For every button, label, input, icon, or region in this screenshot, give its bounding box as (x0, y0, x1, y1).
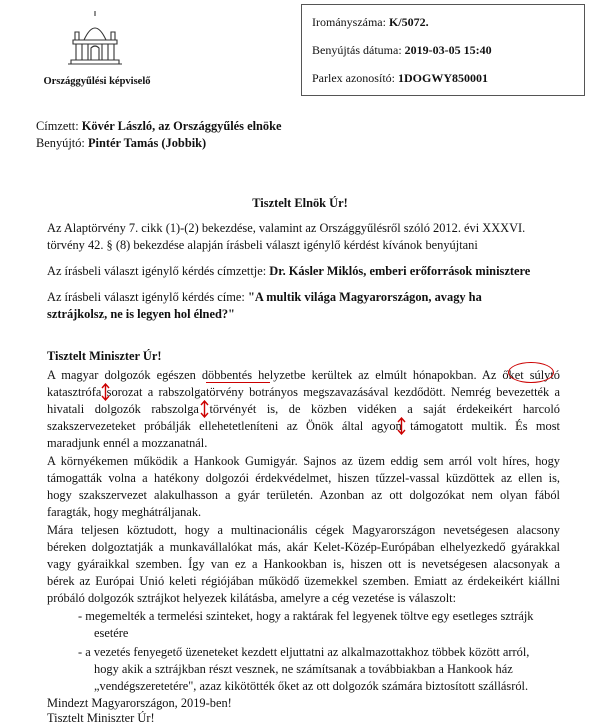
closing-line: Mindezt Magyarországon, 2019-ben! (47, 696, 232, 710)
body-p1-line-4: szakszervezeteket próbálják ellehetetleníteni az Önök által agyon támogatott multik. És most (47, 419, 560, 433)
hungarian-parliament-crest-icon (62, 10, 128, 70)
body-p3-line-2: béreken dolgoztatják a munkavállalókat más, akár Kelet-Közép-Európában elhelyezkedő gyárakkal (47, 540, 560, 554)
submission-date: 2019-03-05 15:40 (404, 43, 492, 57)
body-p2-line-4: faragták, hogy meghátráljanak. (47, 505, 202, 519)
bullet-2-line-3: „vendégszeretetére", azaz kikötötték őket az ott dolgozók számára biztosított szállásról. (94, 679, 529, 693)
recipient-name: Kövér László, az Országgyűlés elnöke (81, 119, 282, 133)
bullet-2-line-1: - a vezetés fenyegető üzeneteket kezdett eljuttatni az alkalmazottakhoz többek között arról, (78, 645, 530, 659)
addressee-name: Dr. Kásler Miklós, emberi erőforrások minisztere (269, 264, 531, 278)
final-salutation: Tisztelt Miniszter Úr! (47, 711, 155, 725)
caret-annotation-icon (200, 400, 209, 418)
salutation-minister: Tisztelt Miniszter Úr! (47, 349, 162, 363)
meta-row-parlex: Parlex azonosító: 1DOGWY850001 (312, 71, 488, 85)
bullet-2-line-2: hogy akik a sztrájkban részt vesznek, ne számítsanak a továbbiakban a Hankook ház (94, 662, 513, 676)
salutation-speaker: Tisztelt Elnök Úr! (252, 196, 348, 210)
intro-line-2: törvény 42. § (8) bekezdése alapján írásbeli választ igénylő kérdést kívánok benyújtani (47, 238, 478, 252)
document-meta-box (301, 4, 585, 96)
body-p3-line-3: vagy gyáraikkal szemben. Így van ez a Hankookban is, hiszen ott is nevetségesen alacsonyak a (47, 557, 560, 571)
caret-annotation-icon (397, 417, 406, 435)
body-p1-line-3: hivatali dolgozók rabszolga törvényét is, de közben vidéken a saját érdekeikért harcoló (47, 402, 560, 416)
caret-annotation-icon (101, 383, 110, 401)
addressee-line: Az írásbeli választ igénylő kérdés címzettje: Dr. Kásler Miklós, emberi erőforrások minisztere (47, 264, 531, 278)
circle-annotation (508, 362, 554, 383)
body-p3-line-4: bérek az Európai Unió keleti régiójában működő üzemekkel szemben. Emiatt az érdekeikért kiállni (47, 574, 560, 588)
submitter-name: Pintér Tamás (Jobbik) (87, 136, 207, 150)
document-number: K/5072. (388, 15, 429, 29)
body-p1-line-1: A magyar dolgozók egészen döbbentés helyzetbe kerültek az elmúlt hónapokban. Az őket súlytó (47, 368, 560, 382)
body-p2-line-2: támogatták volna a hatékony dolgozói érdekvédelmet, hiszen tűzzel-vassal küzdöttek az ellen is, (47, 471, 560, 485)
meta-row-date: Benyújtás dátuma: 2019-03-05 15:40 (312, 43, 492, 57)
parlex-id: 1DOGWY850001 (397, 71, 488, 85)
body-p3-line-5: próbáló dolgozók sztrájkot helyezek kilátásba, amelyre a cég vezetése is válaszolt: (47, 591, 457, 605)
body-p2-line-3: hogy szakszervezet alakulhasson a gyár területén. Azonban az ott dolgozókat nem olyan fából (47, 488, 560, 502)
bullet-1-line-2: esetére (94, 626, 129, 640)
submitter-line: Benyújtó: Pintér Tamás (Jobbik) (36, 136, 207, 150)
intro-line-1: Az Alaptörvény 7. cikk (1)-(2) bekezdése, valamint az Országgyűlésről szóló 2012. évi XXXVI. (47, 221, 526, 235)
institution-label: Országgyűlési képviselő (43, 76, 151, 87)
body-p2-line-1: A környékemen működik a Hankook Gumigyár. Sajnos az üzem eddig sem arról volt híres, hogy (47, 454, 560, 468)
meta-row-number: Irományszáma: K/5072. (312, 15, 429, 29)
underline-annotation (206, 382, 270, 383)
body-p1-line-5: maradjunk ennél a mozzanatnál. (47, 436, 208, 450)
body-p3-line-1: Mára teljesen köztudott, hogy a multinacionális cégek Magyarországon nevetségesen alacsony (47, 523, 560, 537)
recipient-line: Címzett: Kövér László, az Országgyűlés elnöke (36, 119, 282, 133)
question-title-line-1: Az írásbeli választ igénylő kérdés címe: "A multik világa Magyarországon, avagy ha (47, 290, 482, 304)
bullet-1-line-1: - megemelték a termelési szinteket, hogy a raktárak fel legyenek töltve egy esetleges sztrájk (78, 609, 534, 623)
question-title-line-2: sztrájkolsz, ne is legyen hol élned?" (47, 307, 235, 321)
body-p1-line-2: katasztrófa sorozat a rabszolgatörvény botrányos megszavazásával kezdődött. Nemrég bevezették a (47, 385, 560, 399)
